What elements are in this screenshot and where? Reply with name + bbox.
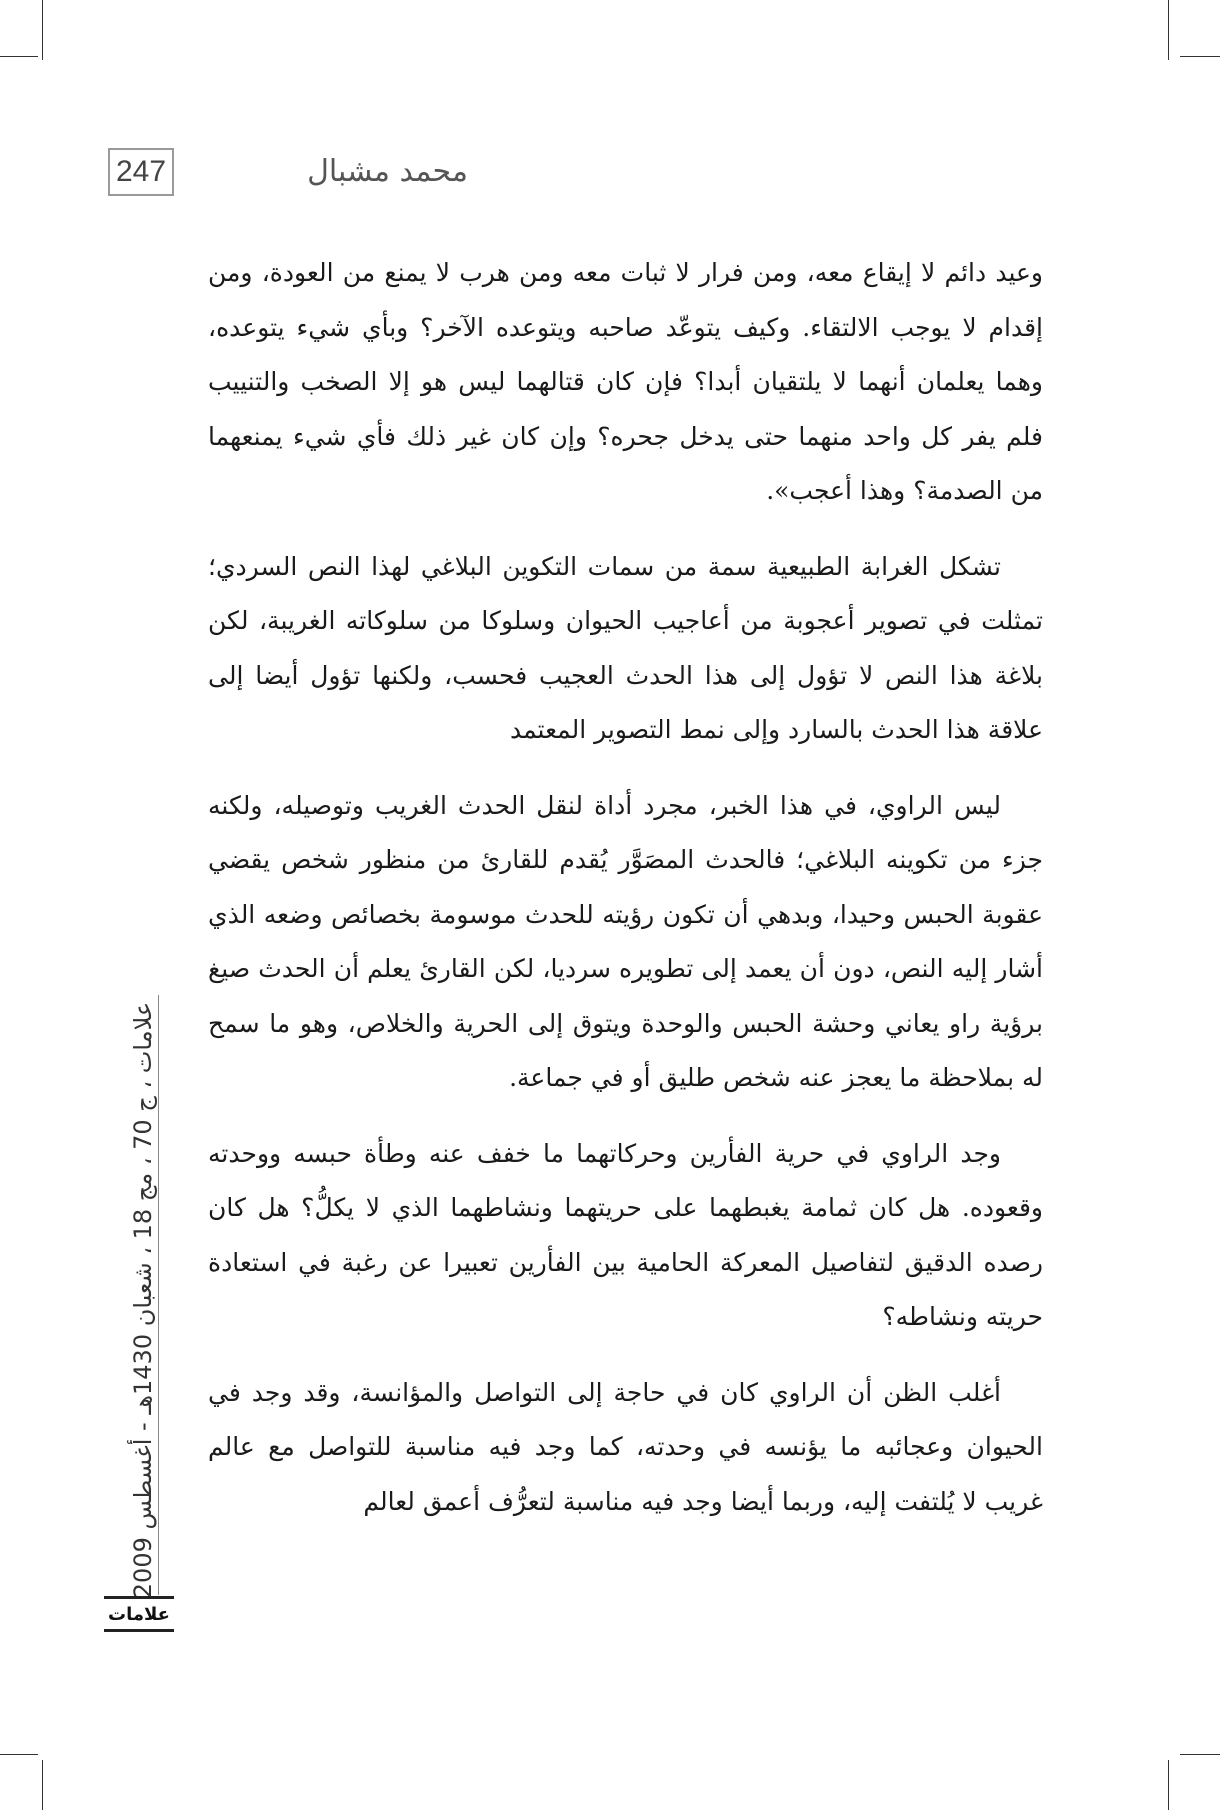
- journal-citation: علامات ، ج 70 ، مج 18 ، شعبان 1430هـ - أغسطس 2009: [129, 1001, 157, 1599]
- crop-mark: [1180, 1754, 1220, 1755]
- paragraph: تشكل الغرابة الطبيعية سمة من سمات التكوين البلاغي لهذا النص السردي؛ تمثلت في تصوير أعجوبة من أعاجيب الحيوان وسلوكا من سلوكاته الغريبة، لكن بلاغة هذا النص لا تؤول إلى هذا الحدث العجيب فحسب، ولكنها تؤول أيضا إلى علاقة هذا الحدث بالسارد وإلى نمط التصوير المعتمد: [208, 551, 1043, 744]
- paragraph: أغلب الظن أن الراوي كان في حاجة إلى التواصل والمؤانسة، وقد وجد في الحيوان وعجائبه ما يؤنسه في وحدته، كما وجد فيه مناسبة للتواصل مع عالم غريب لا يُلتفت إليه، وربما أيضا وجد فيه مناسبة لتعرُّف أعمق لعالم: [208, 1377, 1043, 1516]
- paragraph: وعيد دائم لا إيقاع معه، ومن فرار لا ثبات معه ومن هرب لا يمنع من العودة، ومن إقدام لا يوجب الالتقاء. وكيف يتوعّد صاحبه ويتوعده الآخر؟ وبأي شيء يتوعده، وهما يعلمان أنهما لا يلتقيان أبدا؟ فإن كان قتالهما ليس هو إلا الصخب والتنييب فلم يفر كل واحد منهما حتى يدخل جحره؟ وإن كان غير ذلك فأي شيء يمنعهما من الصدمة؟ وهذا أعجب».: [208, 258, 1043, 505]
- crop-mark: [1180, 56, 1220, 57]
- crop-mark: [0, 1754, 38, 1755]
- running-head-author: محمد مشبال: [307, 154, 468, 189]
- paragraph: ليس الراوي، في هذا الخبر، مجرد أداة لنقل الحدث الغريب وتوصيله، ولكنه جزء من تكوينه البلاغي؛ فالحدث المصَوَّر يُقدم للقارئ من منظور شخص يقضي عقوبة الحبس وحيدا، وبدهي أن تكون رؤيته للحدث موسومة بخصائص وضعه الذي أشار إليه النص، دون أن يعمد إلى تطويره سرديا، لكن القارئ يعلم أن الحدث صيغ برؤية راو يعاني وحشة الحبس والوحدة ويتوق إلى الحرية والخلاص، وهو ما سمح له بملاحظة ما يعجز عنه شخص طليق أو في جماعة.: [208, 790, 1043, 1092]
- page-number: 247: [108, 148, 174, 196]
- crop-mark: [1168, 1760, 1169, 1810]
- paragraph: وجد الراوي في حرية الفأرين وحركاتهما ما خفف عنه وطأة حبسه ووحدته وقعوده. هل كان ثمامة يغبطهما على حريتهما ونشاطهما الذي لا يكلُّ؟ هل كان رصده الدقيق لتفاصيل المعركة الحامية بين الفأرين تعبيرا عن رغبة في استعادة حريته ونشاطه؟: [208, 1138, 1043, 1331]
- article-body: [208, 246, 1043, 1550]
- crop-mark: [0, 56, 38, 57]
- crop-mark: [1168, 0, 1169, 60]
- crop-mark: [42, 1760, 43, 1810]
- side-divider: [158, 995, 159, 1595]
- journal-logo: علامات: [104, 1596, 174, 1632]
- crop-mark: [42, 0, 43, 60]
- journal-side-strip: [118, 960, 168, 1640]
